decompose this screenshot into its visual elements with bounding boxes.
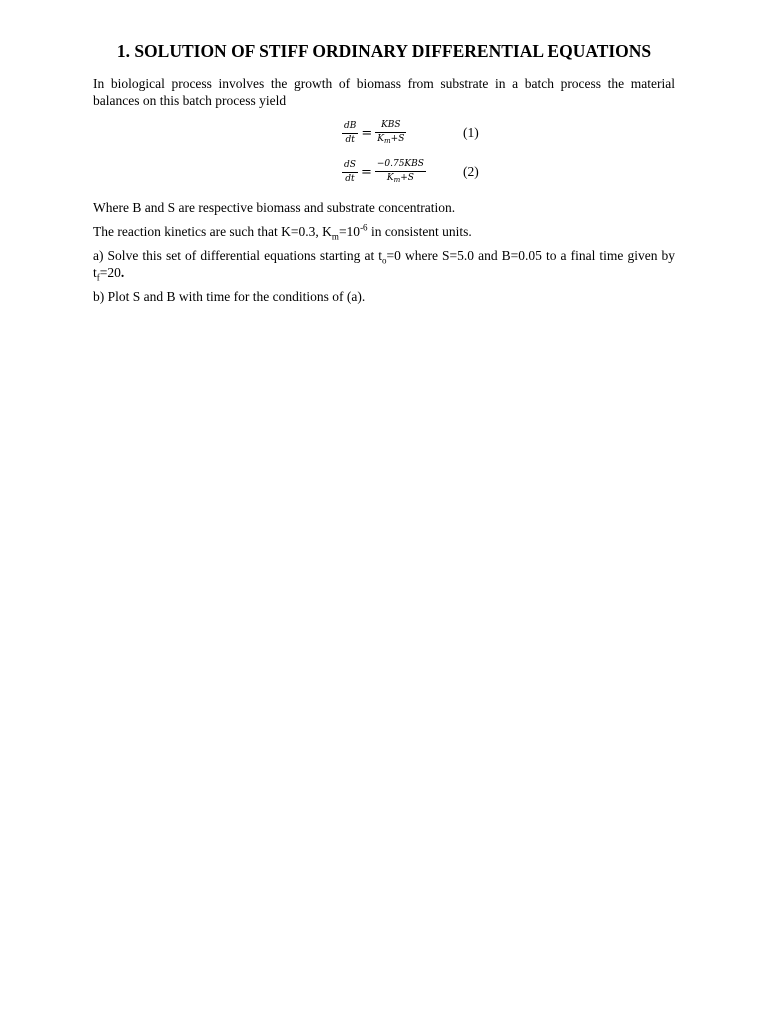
equation-2 [342, 159, 426, 186]
equation-2-number: (2) [463, 164, 479, 179]
equation-1-rhs-numerator: KBS [375, 120, 406, 133]
equation-2-rhs [375, 159, 426, 186]
kinetics-exponent: -6 [360, 222, 368, 233]
intro-paragraph: In biological process involves the growth of biomass from substrate in a batch process the material balances on this batch process yield [93, 76, 675, 108]
equation-2-km-sub: m [393, 176, 401, 184]
equation-1 [342, 120, 406, 147]
equation-2-rhs-numerator: −0.75KBS [375, 159, 426, 172]
page-title: 1. SOLUTION OF STIFF ORDINARY DIFFERENTIAL EQUATIONS [116, 41, 652, 61]
equation-1-number: (1) [463, 125, 479, 140]
equation-2-lhs [342, 160, 358, 185]
equation-2-den-rest: +S [400, 173, 414, 183]
kinetics-text-post: in consistent units. [367, 224, 472, 239]
part-b-paragraph: b) Plot S and B with time for the conditions of (a). [93, 289, 366, 304]
equation-1-equals: = [361, 126, 373, 141]
kinetics-text-mid: =10 [338, 224, 361, 239]
part-a-text-pre: a) Solve this set of differential equations starting at t [93, 248, 383, 263]
equation-1-lhs-denominator: dt [345, 135, 355, 145]
kinetics-paragraph [93, 223, 675, 240]
part-a-t0-subscript: o [382, 255, 387, 266]
equation-2-lhs-denominator: dt [345, 174, 355, 184]
equation-1-den-rest: +S [390, 134, 405, 144]
equation-1-rhs [375, 120, 406, 147]
equation-2-lhs-numerator: dS [342, 160, 358, 173]
equation-1-km-sub: m [384, 137, 391, 145]
part-a-paragraph [93, 247, 675, 281]
equation-1-rhs-denominator [375, 133, 406, 147]
part-a-text-post: =20 [99, 265, 121, 280]
equation-2-equals: = [360, 165, 372, 180]
kinetics-km-subscript: m [331, 231, 339, 242]
equation-1-km-base: K [377, 134, 385, 144]
equation-1-lhs-numerator: dB [342, 121, 358, 134]
equation-1-lhs [342, 121, 358, 146]
where-paragraph: Where B and S are respective biomass and substrate concentration. [93, 200, 456, 215]
part-a-bold-period: . [120, 265, 125, 280]
part-a-tf-subscript: f [96, 272, 100, 283]
equation-2-rhs-denominator [375, 172, 426, 186]
part-a-text-mid: =0 where S=5.0 and B=0.05 to a final time given by t [93, 248, 676, 280]
kinetics-text-pre: The reaction kinetics are such that K=0.3, K [93, 224, 332, 239]
equation-2-km-base: K [386, 173, 394, 183]
